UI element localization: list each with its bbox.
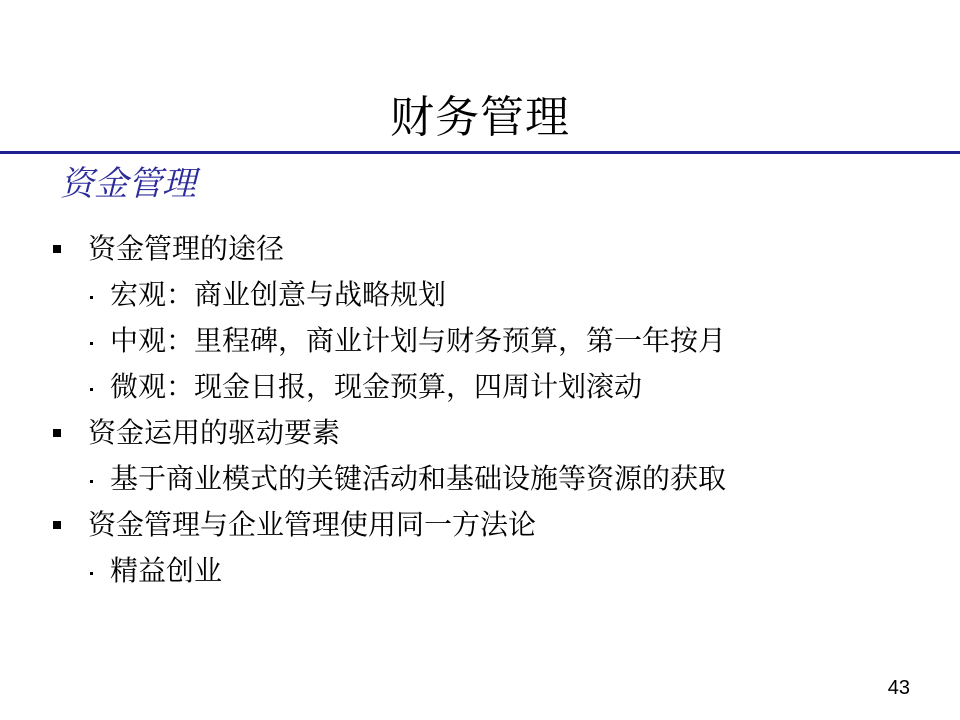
- bullet-list: [0, 226, 960, 594]
- square-bullet-icon: [53, 429, 61, 437]
- dot-bullet-icon: [90, 572, 93, 575]
- bullet-item: [0, 410, 960, 456]
- slide-title: 财务管理: [390, 92, 570, 143]
- bullet-text: 资金管理与企业管理使用同一方法论: [88, 508, 537, 541]
- square-bullet-icon: [53, 521, 61, 529]
- sub-bullet-text: 基于商业模式的关键活动和基础设施等资源的获取: [110, 462, 727, 495]
- square-bullet-icon: [53, 245, 61, 253]
- sub-bullet-text: 微观：现金日报，现金预算，四周计划滚动: [110, 370, 643, 403]
- bullet-text: 资金运用的驱动要素: [88, 416, 341, 449]
- bullet-item: [0, 226, 960, 272]
- sub-bullet-text: 宏观：商业创意与战略规划: [110, 278, 447, 311]
- dot-bullet-icon: [90, 480, 93, 483]
- sub-bullet-item: [0, 456, 960, 502]
- title-divider: [0, 151, 960, 154]
- sub-bullet-item: [0, 318, 960, 364]
- slide-subtitle: 资金管理: [60, 164, 196, 204]
- dot-bullet-icon: [90, 296, 93, 299]
- sub-bullet-item: [0, 272, 960, 318]
- dot-bullet-icon: [90, 342, 93, 345]
- sub-bullet-item: [0, 548, 960, 594]
- sub-bullet-item: [0, 364, 960, 410]
- page-number: 43: [887, 677, 910, 699]
- sub-bullet-text: 中观：里程碑，商业计划与财务预算，第一年按月: [110, 324, 727, 357]
- bullet-text: 资金管理的途径: [88, 232, 285, 265]
- dot-bullet-icon: [90, 388, 93, 391]
- sub-bullet-text: 精益创业: [110, 554, 223, 587]
- bullet-item: [0, 502, 960, 548]
